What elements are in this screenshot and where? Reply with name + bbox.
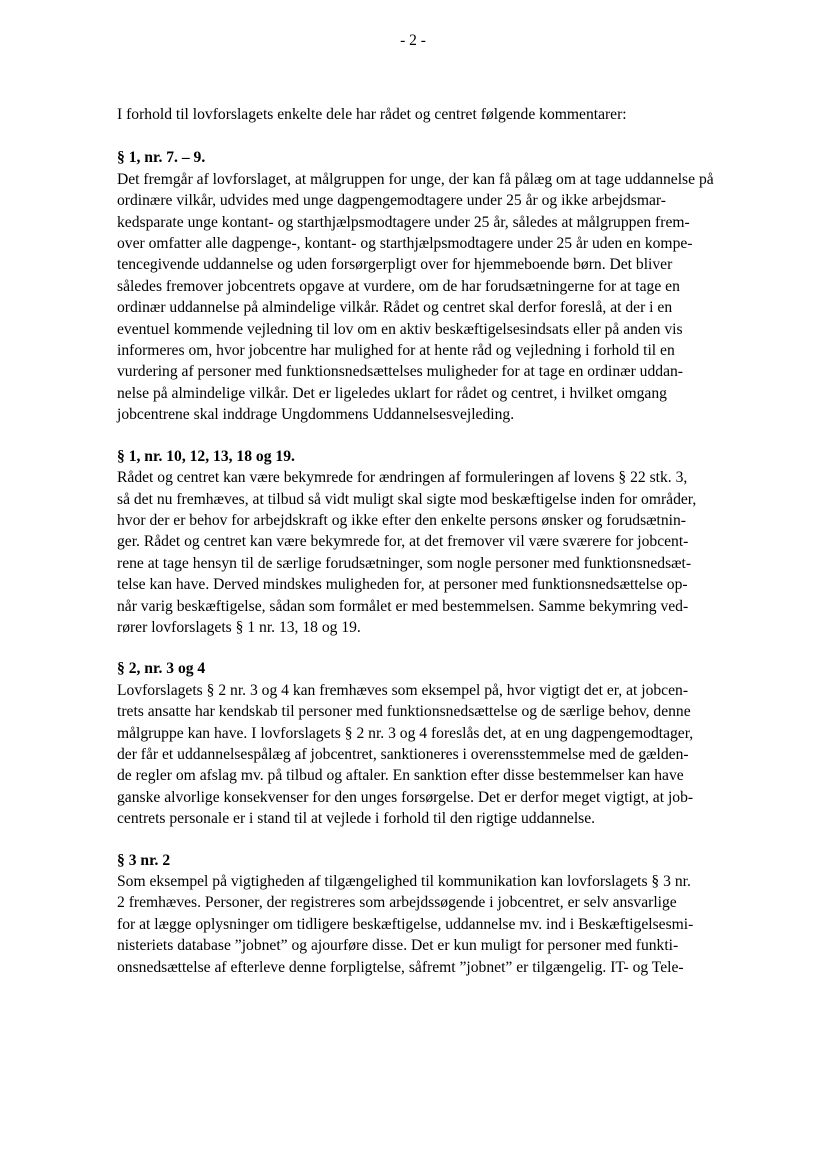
text-line: nisteriets database ”jobnet” og ajourføre disse. Det er kun muligt for personer med funkti- [117,937,679,955]
section-3-nr-2 [117,850,757,978]
page-number: - 2 - [400,32,426,49]
text-line: eventuel kommende vejledning til lov om en aktiv beskæftigelsesindsats eller på anden vis [117,320,683,338]
text-line: trets ansatte har kendskab til personer med funktionsnedsættelse og de særlige behov, denne [117,703,691,721]
text-line: for at lægge oplysninger om tidligere beskæftigelse, uddannelse mv. ind i Beskæftigelsesmi- [117,915,694,933]
text-line: hvor der er behov for arbejdskraft og ikke efter den enkelte persons ønsker og forudsætnin- [117,511,686,529]
section-paragraph [117,467,757,638]
text-line: ganske alvorlige konsekvenser for den unges forsørgelse. Det er derfor meget vigtigt, at job- [117,788,694,806]
text-line: nelse på almindelige vilkår. Det er ligeledes uklart for rådet og centret, i hvilket omgang [117,384,667,402]
text-line: når varig beskæftigelse, sådan som formålet er med bestemmelsen. Samme bekymring ved- [117,597,689,615]
text-line: Det fremgår af lovforslaget, at målgruppen for unge, der kan få pålæg om at tage uddannelse på [117,170,714,188]
text-line: informeres om, hvor jobcentre har mulighed for at hente råd og vejledning i forhold til en [117,342,675,360]
text-line: således fremover jobcentrets opgave at vurdere, om de har forudsætningerne for at tage en [117,277,680,295]
section-paragraph [117,871,757,978]
text-line: så det nu fremhæves, at tilbud så vidt muligt skal sigte mod beskæftigelse inden for områder, [117,490,697,508]
section-1-nr-10-19 [117,446,757,639]
text-line: ordinær uddannelse på almindelige vilkår. Rådet og centret skal derfor foreslå, at der i en [117,299,673,317]
section-2-nr-3-4 [117,658,757,829]
section-1-nr-7-9 [117,147,757,425]
intro-paragraph: I forhold til lovforslagets enkelte dele har rådet og centret følgende kommentarer: [117,106,627,123]
text-line: telse kan have. Derved mindskes muligheden for, at personer med funktionsnedsættelse op- [117,576,688,594]
text-line: tencegivende uddannelse og uden forsørgerpligt over for hjemmeboende børn. Det bliver [117,256,673,274]
text-line: Rådet og centret kan være bekymrede for ændringen af formuleringen af lovens § 22 stk. 3, [117,469,688,487]
section-paragraph [117,680,757,830]
section-heading: § 1, nr. 7. – 9. [117,149,206,167]
text-line: Lovforslagets § 2 nr. 3 og 4 kan fremhæves som eksempel på, hvor vigtigt det er, at jobcen- [117,681,689,699]
text-line: ger. Rådet og centret kan være bekymrede for, at det fremover vil være sværere for jobcent- [117,533,689,551]
text-line: målgruppe kan have. I lovforslagets § 2 nr. 3 og 4 foreslås det, at en ung dagpengemodtager, [117,724,694,742]
text-line: rene at tage hensyn til de særlige forudsætninger, som nogle personer med funktionsnedsæt- [117,554,692,572]
text-line: kedsparate unge kontant- og starthjælpsmodtagere under 25 år, således at målgruppen frem- [117,213,690,231]
section-heading: § 3 nr. 2 [117,851,171,869]
text-line: rører lovforslagets § 1 nr. 13, 18 og 19. [117,618,361,636]
section-paragraph [117,169,757,426]
text-line: 2 fremhæves. Personer, der registreres som arbejdssøgende i jobcentret, er selv ansvarlige [117,894,677,912]
text-line: vurdering af personer med funktionsnedsættelses muligheder for at tage en ordinær uddan- [117,363,683,381]
text-line: der får et uddannelsespålæg af jobcentret, sanktioneres i overensstemmelse med de gælden- [117,745,689,763]
section-heading: § 1, nr. 10, 12, 13, 18 og 19. [117,447,295,465]
text-line: Som eksempel på vigtigheden af tilgængelighed til kommunikation kan lovforslagets § 3 nr. [117,873,691,890]
text-line: centrets personale er i stand til at vejlede i forhold til den rigtige uddannelse. [117,810,596,828]
text-line: over omfatter alle dagpenge-, kontant- og starthjælpsmodtagere under 25 år uden en kompe- [117,235,693,253]
document-body [117,104,757,998]
text-line: ordinære vilkår, udvides med unge dagpengemodtagere under 25 år og ikke arbejdsmar- [117,192,666,210]
text-line: jobcentrene skal inddrage Ungdommens Uddannelsesvejleding. [117,406,515,424]
text-line: de regler om afslag mv. på tilbud og aftaler. En sanktion efter disse bestemmelser kan have [117,767,684,785]
section-heading: § 2, nr. 3 og 4 [117,660,206,678]
text-line: onsnedsættelse af efterleve denne forpligtelse, såfremt ”jobnet” er tilgængelig. IT- og Tele- [117,958,684,976]
